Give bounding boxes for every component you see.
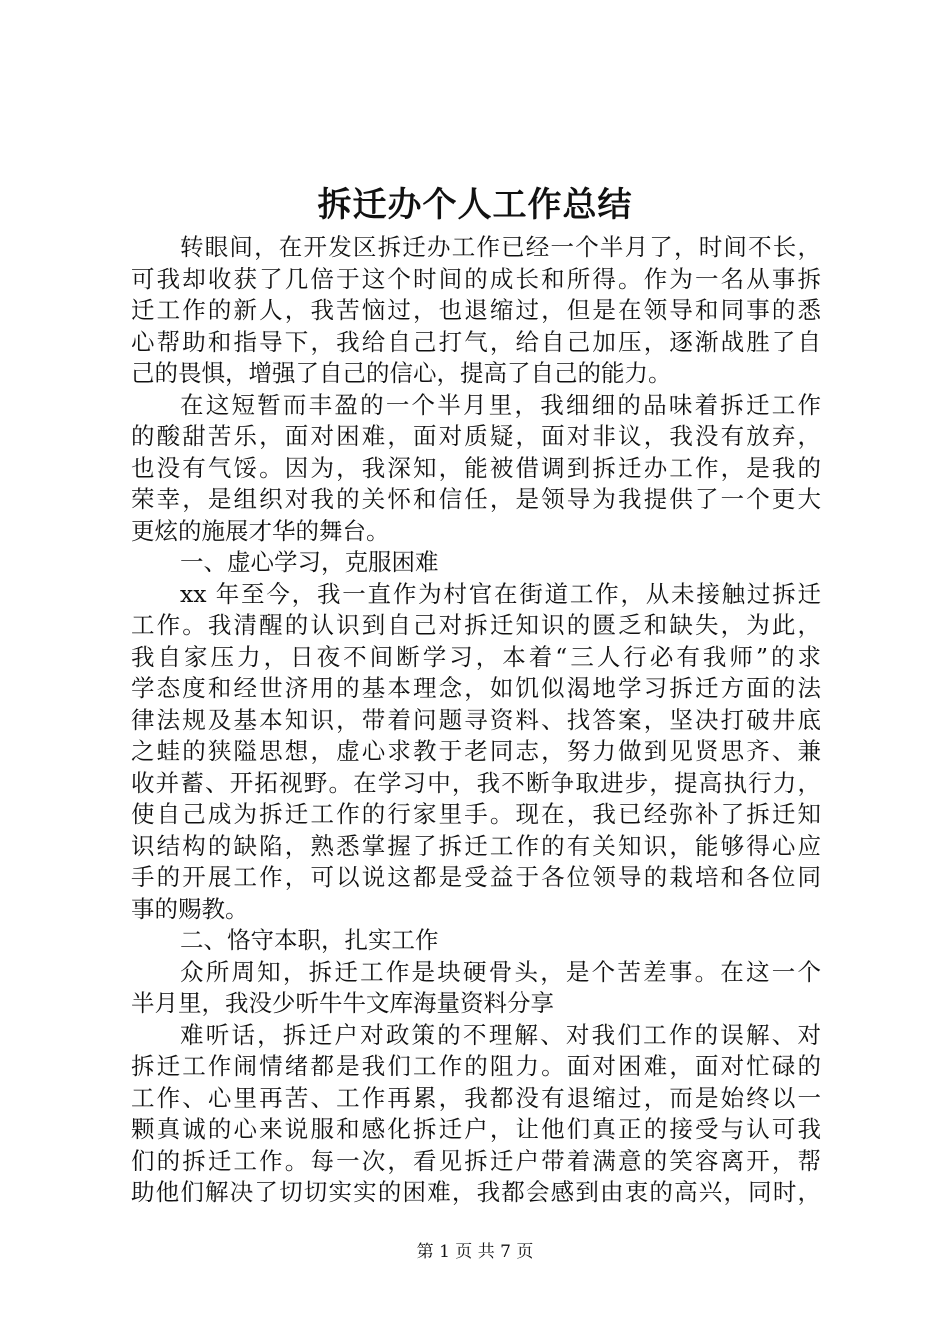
- text-line: 拆迁工作闹情绪都是我们工作的阻力。面对困难，面对忙碌的: [131, 1052, 821, 1080]
- document-body: [131, 232, 821, 1209]
- text-line: 二、恪守本职，扎实工作: [180, 926, 439, 954]
- text-line: 转眼间，在开发区拆迁办工作已经一个半月了，时间不长，: [180, 233, 821, 261]
- text-line: 工作、心里再苦、工作再累，我都没有退缩过，而是始终以一: [131, 1083, 821, 1112]
- text-line: 荣幸，是组织对我的关怀和信任，是领导为我提供了一个更大: [131, 485, 821, 513]
- text-line: 在这短暂而丰盈的一个半月里，我细细的品味着拆迁工作: [180, 390, 821, 419]
- text-line: 之蛙的狭隘思想，虚心求教于老同志，努力做到见贤思齐、兼: [131, 737, 821, 765]
- text-line: 我自家压力，日夜不间断学习，本着“三人行必有我师”的求: [131, 642, 821, 671]
- text-line: 心帮助和指导下，我给自己打气，给自己加压，逐渐战胜了自: [131, 327, 821, 356]
- text-line: 迁工作的新人，我苦恼过，也退缩过，但是在领导和同事的悉: [131, 296, 821, 324]
- text-line: 使自己成为拆迁工作的行家里手。现在，我已经弥补了拆迁知: [131, 800, 821, 828]
- text-line: 也没有气馁。因为，我深知，能被借调到拆迁办工作，是我的: [131, 453, 821, 482]
- text-line: 颗真诚的心来说服和感化拆迁户，让他们真正的接受与认可我: [131, 1115, 821, 1143]
- text-line: 更炫的施展才华的舞台。: [131, 516, 390, 545]
- text-line: 难听话，拆迁户对政策的不理解、对我们工作的误解、对: [180, 1020, 821, 1049]
- text-line: 工作。我清醒的认识到自己对拆迁知识的匮乏和缺失，为此，: [131, 611, 821, 639]
- text-line: 半月里，我没少听牛牛文库海量资料分享: [131, 989, 554, 1017]
- text-line: 识结构的缺陷，熟悉掌握了拆迁工作的有关知识，能够得心应: [131, 831, 821, 860]
- text-line: 收并蓄、开拓视野。在学习中，我不断争取进步，提高执行力，: [131, 768, 821, 797]
- text-line: 一、虚心学习，克服困难: [180, 548, 439, 576]
- text-line: 可我却收获了几倍于这个时间的成长和所得。作为一名从事拆: [131, 264, 821, 293]
- text-line: 的酸甜苦乐，面对困难，面对质疑，面对非议，我没有放弃，: [131, 422, 821, 450]
- text-line: 助他们解决了切切实实的困难，我都会感到由衷的高兴，同时，: [131, 1178, 821, 1206]
- text-line: 律法规及基本知识，带着问题寻资料、找答案，坚决打破井底: [131, 705, 821, 734]
- text-line: 己的畏惧，增强了自己的信心，提高了自己的能力。: [131, 359, 672, 387]
- text-line: 手的开展工作，可以说这都是受益于各位领导的栽培和各位同: [131, 863, 821, 891]
- document-title: 拆迁办个人工作总结: [317, 185, 633, 225]
- page-footer: 第 1 页 共 7 页: [416, 1242, 534, 1262]
- text-line: 众所周知，拆迁工作是块硬骨头，是个苦差事。在这一个: [180, 957, 821, 986]
- text-line: xx 年至今，我一直作为村官在街道工作，从未接触过拆迁: [180, 579, 821, 608]
- text-line: 学态度和经世济用的基本理念，如饥似渴地学习拆迁方面的法: [131, 674, 821, 702]
- text-line: 事的赐教。: [131, 894, 249, 923]
- text-line: 们的拆迁工作。每一次，看见拆迁户带着满意的笑容离开，帮: [131, 1146, 821, 1175]
